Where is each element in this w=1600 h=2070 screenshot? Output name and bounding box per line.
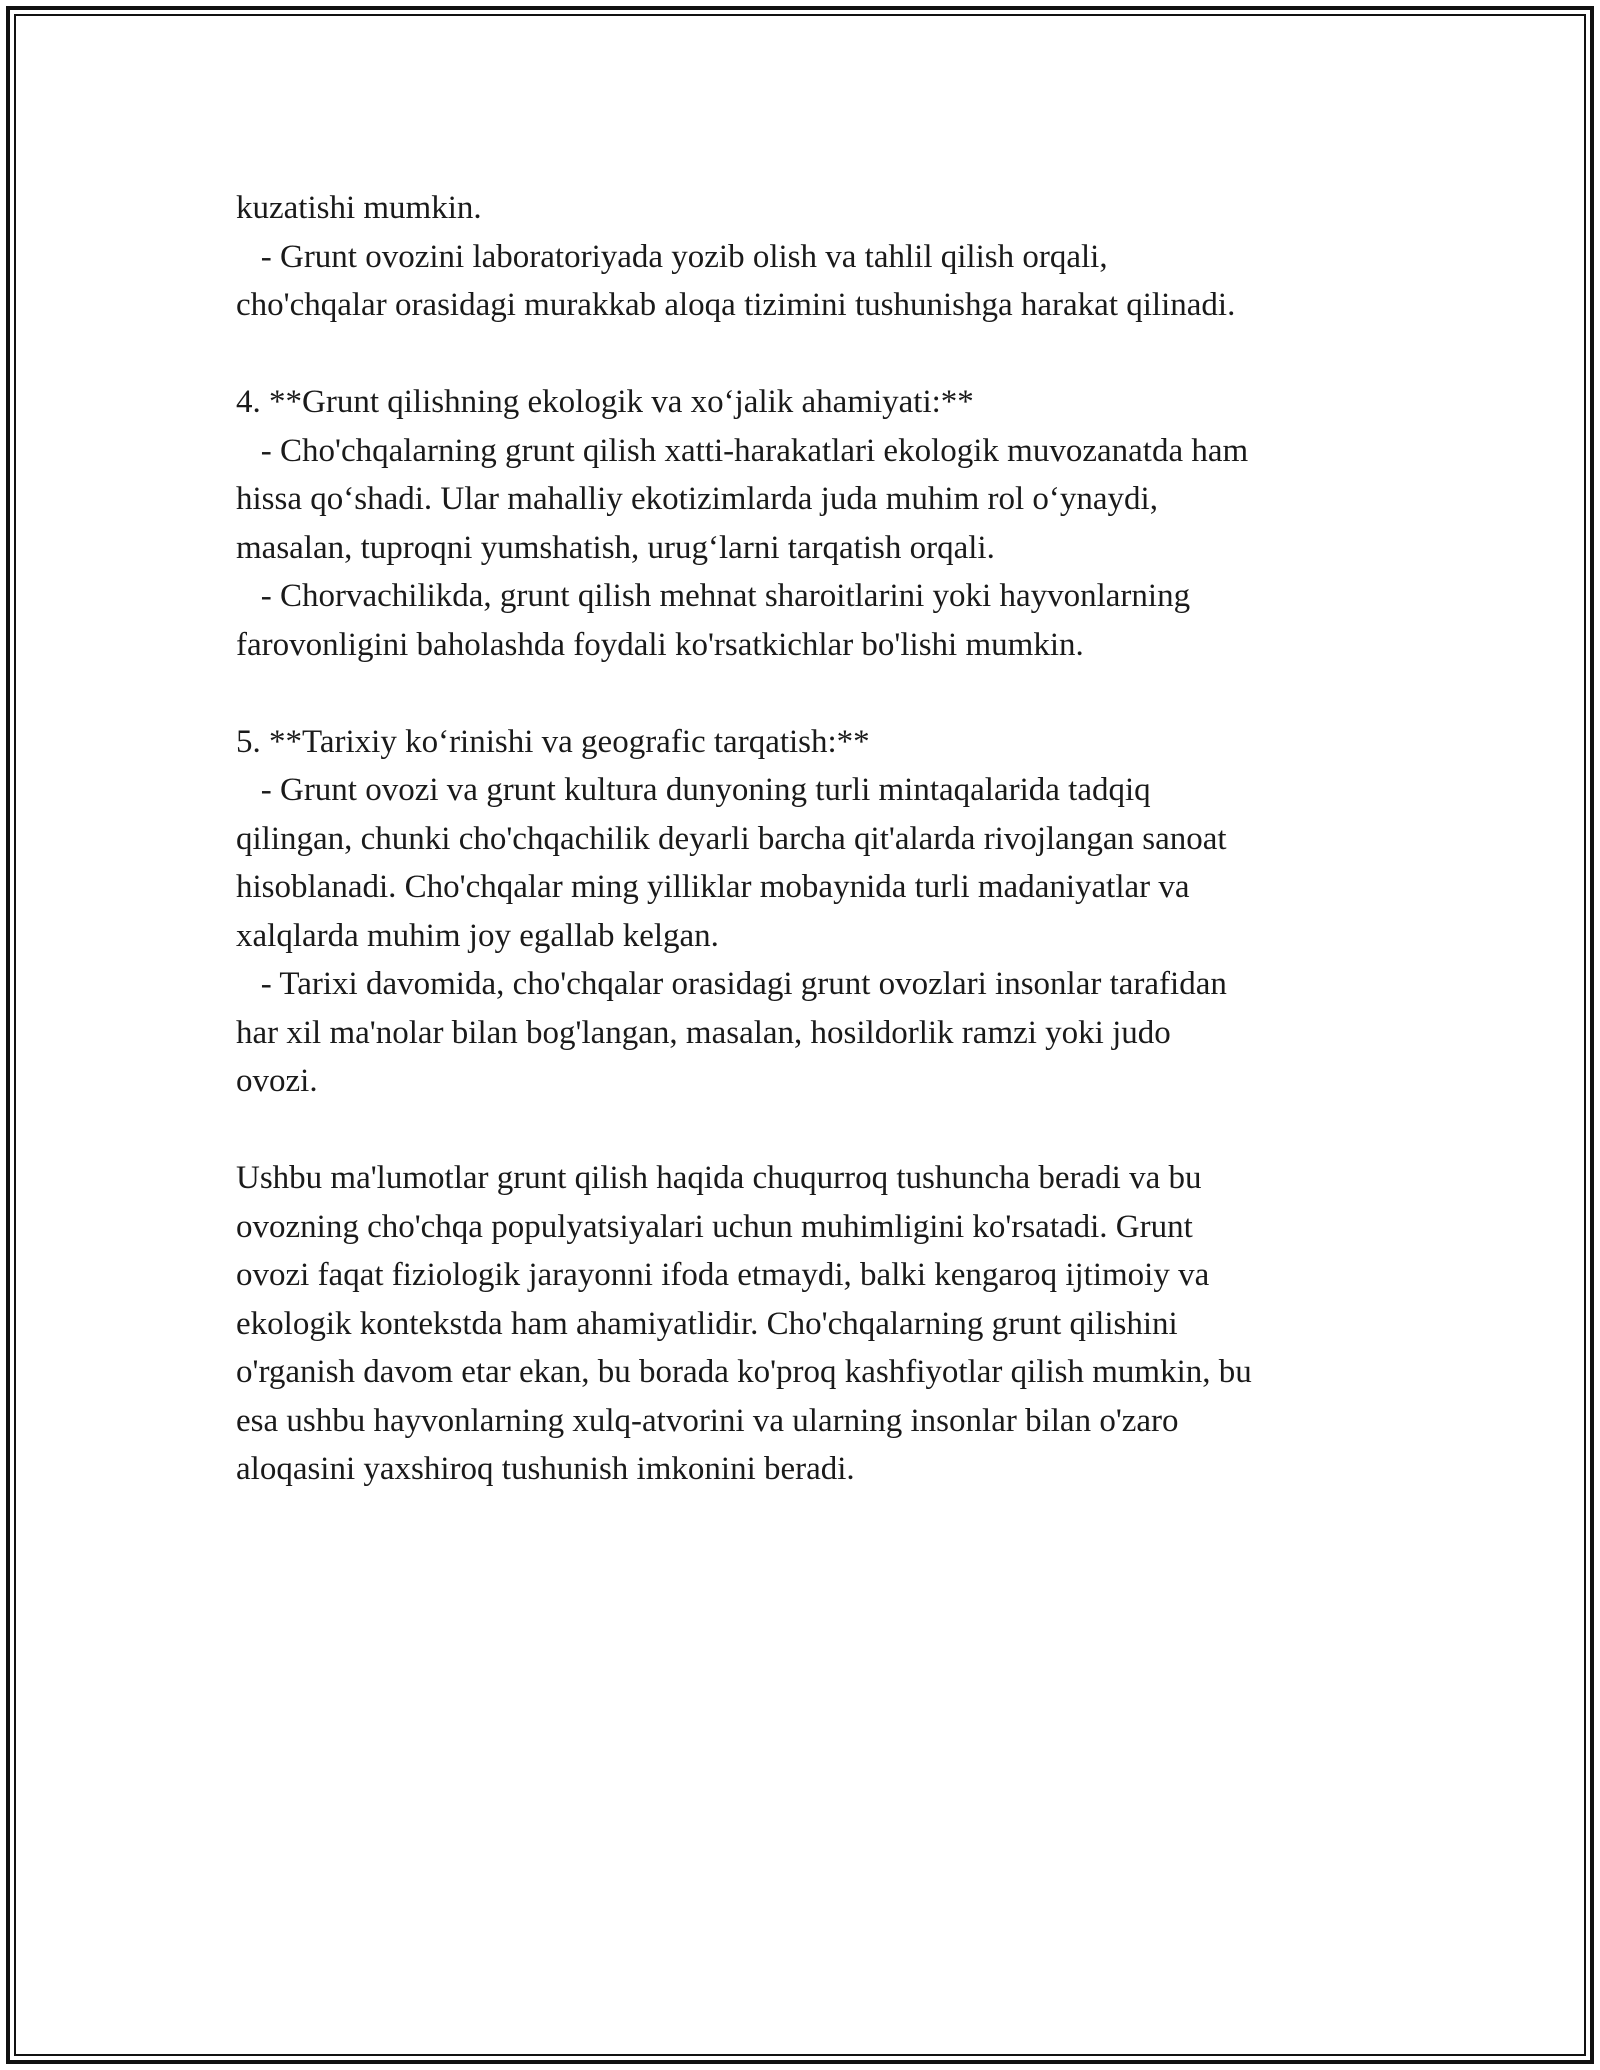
conclusion-line: aloqasini yaxshiroq tushunish imkonini beradi. bbox=[236, 1451, 855, 1487]
text-line: har xil ma'nolar bilan bog'langan, masalan, hosildorlik ramzi yoki judo bbox=[236, 1014, 1171, 1051]
conclusion-line: ovozning cho'chqa populyatsiyalari uchun muhimligini ko'rsatadi. Grunt bbox=[236, 1208, 1193, 1245]
text-line: cho'chqalar orasidagi murakkab aloqa tizimini tushunishga harakat qilinadi. bbox=[236, 287, 1236, 323]
text-line: hissa qo‘shadi. Ular mahalliy ekotizimlarda juda muhim rol o‘ynaydi, bbox=[236, 481, 1158, 517]
text-line: - Grunt ovozini laboratoriyada yozib olish va tahlil qilish orqali, bbox=[236, 238, 1108, 275]
text-line: - Tarixi davomida, cho'chqalar orasidagi grunt ovozlari insonlar tarafidan bbox=[236, 966, 1227, 1002]
text-line: ovozi. bbox=[236, 1063, 318, 1099]
text-line: xalqlarda muhim joy egallab kelgan. bbox=[236, 917, 719, 954]
text-line: kuzatishi mumkin. bbox=[236, 190, 482, 226]
section-heading-5: 5. **Tarixiy ko‘rinishi va geografic tarqatish:** bbox=[236, 723, 870, 760]
conclusion-line: ovozi faqat fiziologik jarayonni ifoda etmaydi, balki kengaroq ijtimoiy va bbox=[236, 1257, 1210, 1293]
conclusion-line: Ushbu ma'lumotlar grunt qilish haqida chuqurroq tushuncha beradi va bu bbox=[236, 1160, 1202, 1196]
text-line: - Grunt ovozi va grunt kultura dunyoning turli mintaqalarida tadqiq bbox=[236, 772, 1151, 808]
blank-line bbox=[236, 330, 1386, 379]
text-line: - Cho'chqalarning grunt qilish xatti-harakatlari ekologik muvozanatda ham bbox=[236, 432, 1249, 469]
conclusion-line: ekologik kontekstda ham ahamiyatlidir. Cho'chqalarning grunt qilishini bbox=[236, 1305, 1178, 1342]
blank-line bbox=[236, 1106, 1386, 1155]
text-line: masalan, tuproqni yumshatish, urug‘larni tarqatish orqali. bbox=[236, 529, 995, 566]
blank-line bbox=[236, 669, 1386, 718]
conclusion-line: o'rganish davom etar ekan, bu borada ko'proq kashfiyotlar qilish mumkin, bu bbox=[236, 1354, 1252, 1390]
section-heading-4: 4. **Grunt qilishning ekologik va xo‘jalik ahamiyati:** bbox=[236, 384, 974, 420]
conclusion-line: esa ushbu hayvonlarning xulq-atvorini va ularning insonlar bilan o'zaro bbox=[236, 1402, 1179, 1439]
text-line: - Chorvachilikda, grunt qilish mehnat sharoitlarini yoki hayvonlarning bbox=[236, 578, 1191, 614]
text-line: hisoblanadi. Cho'chqalar ming yilliklar mobaynida turli madaniyatlar va bbox=[236, 869, 1190, 905]
text-line: qilingan, chunki cho'chqachilik deyarli barcha qit'alarda rivojlangan sanoat bbox=[236, 820, 1227, 857]
text-line: farovonligini baholashda foydali ko'rsatkichlar bo'lishi mumkin. bbox=[236, 626, 1084, 663]
document-body bbox=[236, 184, 1386, 1494]
